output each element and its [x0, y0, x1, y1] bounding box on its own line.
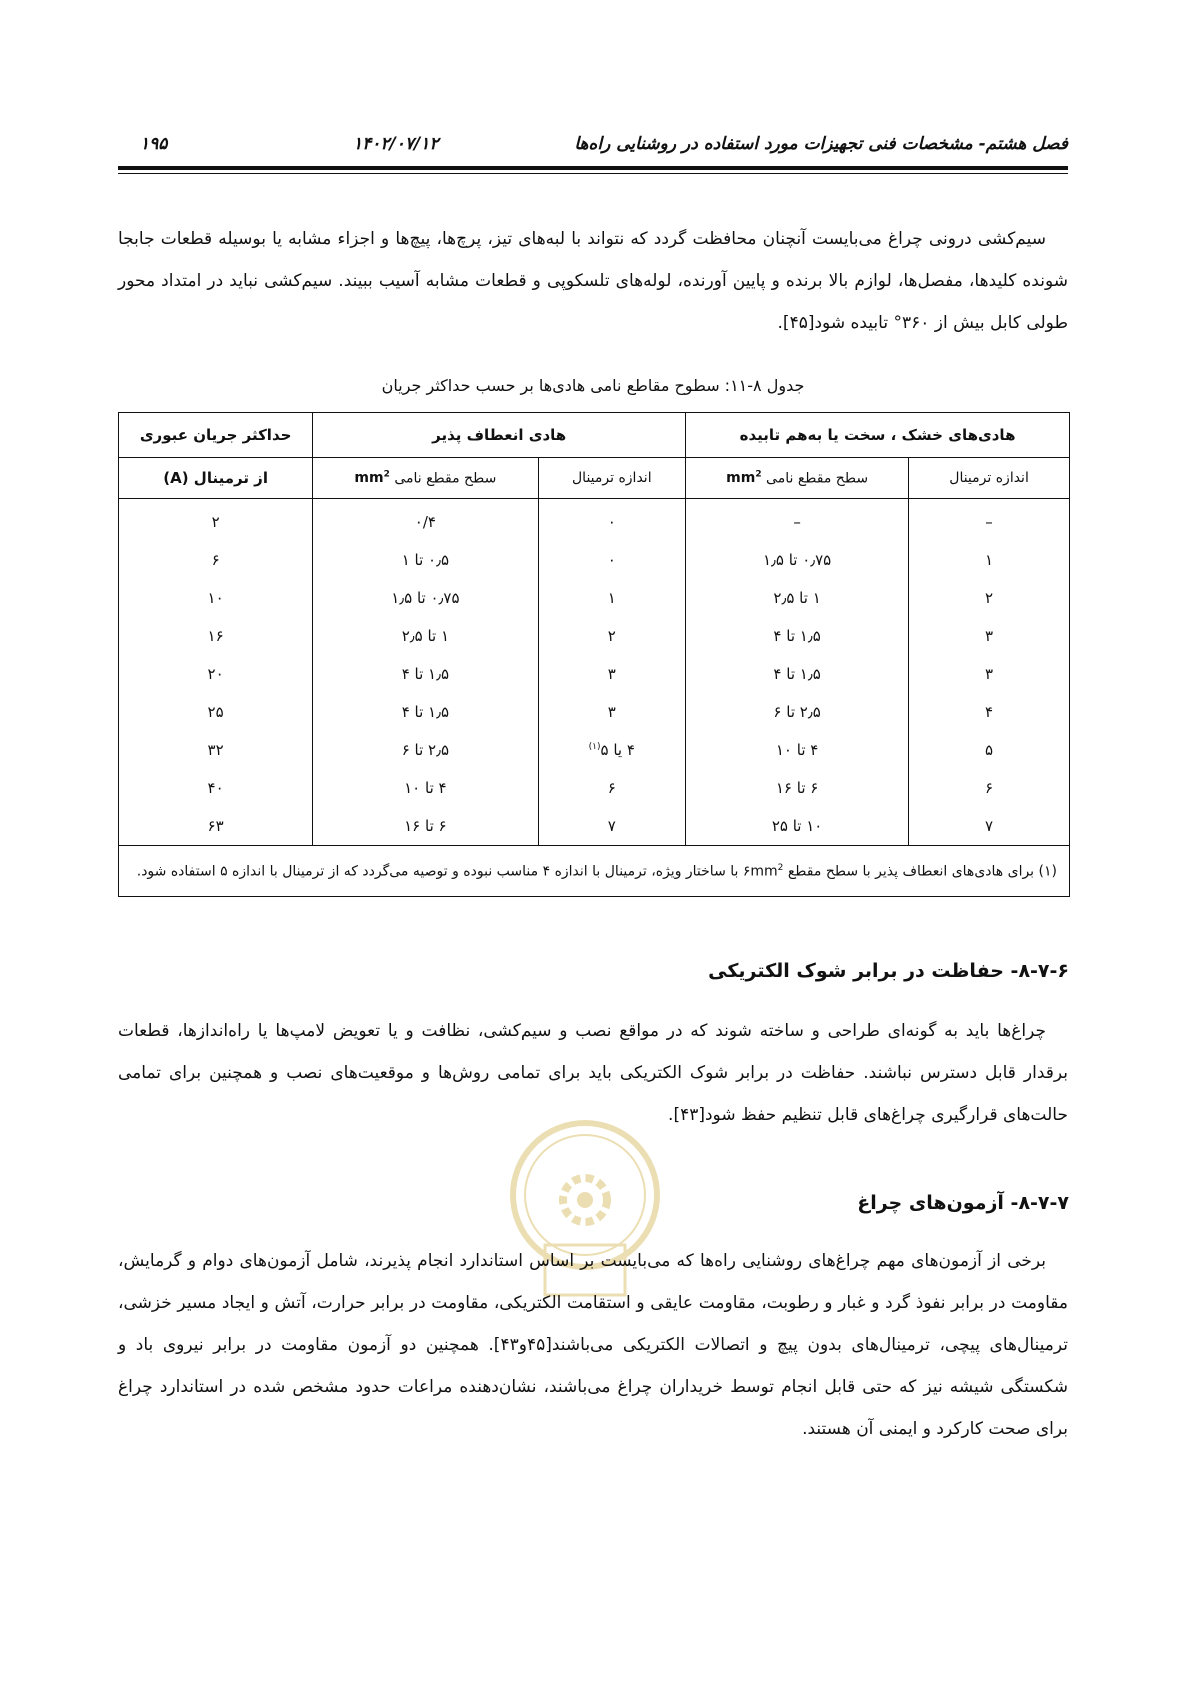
cell-flex-section: ۰/۴ [313, 499, 538, 542]
section-heading-shock-protection: ۸-۷-۶- حفاظت در برابر شوک الکتریکی [708, 960, 1069, 982]
paragraph-lamp-tests [118, 1240, 1068, 1450]
table-row [119, 655, 1070, 693]
table-row [119, 617, 1070, 655]
cell-dry-terminal: ۵ [909, 731, 1070, 769]
paragraph-wiring-text: سیم‌کشی درونی چراغ می‌بایست آنچنان محافظت گردد که نتواند با لبه‌های تیز، پرچ‌ها، پیچ‌ها و اجزاء مشابه یا بوسیله قطعات جابجا شونده کلیدها، مفصل‌ها، لوازم بالا برنده و پایین آورنده، لوله‌های تلسکوپی و قطعات مشابه آسیب ببیند. سیم‌کشی نباید در امتداد محور طولی کابل بیش از ۳۶۰° تابیده شود[۴۵]. [118, 229, 1068, 333]
cell-dry-terminal: ۶ [909, 769, 1070, 807]
cell-dry-terminal: ۳ [909, 617, 1070, 655]
cell-flex-terminal: ۱ [538, 579, 686, 617]
cell-flex-section: ۱٫۵ تا ۴ [313, 655, 538, 693]
cell-flex-section: ۱٫۵ تا ۴ [313, 693, 538, 731]
cell-dry-terminal: ۱ [909, 541, 1070, 579]
header-current-line2: از ترمینال (A) [119, 458, 313, 499]
cell-dry-terminal: ۲ [909, 579, 1070, 617]
subheader-flex-terminal: اندازه ترمینال [538, 458, 686, 499]
paragraph-shock-protection-text: چراغ‌ها باید به گونه‌ای طراحی و ساخته شوند که در مواقع نصب و سیم‌کشی، نظافت و یا تعویض لامپ‌ها یا راه‌اندازها، قطعات برقدار قابل دسترس نباشند. حفاظت در برابر شوک الکتریکی باید برای تمامی روش‌ها و موقعیت‌های نصب و همچنین برای تمامی حالت‌های قرارگیری چراغ‌های قابل تنظیم حفظ شود[۴۳]. [118, 1021, 1068, 1125]
cell-flex-terminal: ۳ [538, 693, 686, 731]
table-row [119, 807, 1070, 846]
cell-current: ۱۶ [119, 617, 313, 655]
cell-current: ۱۰ [119, 579, 313, 617]
subheader-dry-terminal: اندازه ترمینال [909, 458, 1070, 499]
header-rule-thick [118, 166, 1068, 170]
cell-dry-section: ۲٫۵ تا ۶ [686, 693, 909, 731]
table-footnote: (۱) برای هادی‌های انعطاف پذیر با سطح مقطع $۶mm^2$ با ساختار ویژه، ترمینال با اندازه ۴ مناسب نبوده و توصیه می‌گردد که از ترمینال با اندازه ۵ استفاده شود. [119, 846, 1070, 897]
header-rule-thin [118, 173, 1068, 174]
cell-dry-section: ۶ تا ۱۶ [686, 769, 909, 807]
cell-dry-terminal: ۴ [909, 693, 1070, 731]
section-heading-lamp-tests: ۸-۷-۷- آزمون‌های چراغ [857, 1192, 1069, 1214]
header-current-line1: حداکثر جریان عبوری [119, 413, 313, 458]
cell-current: ۴۰ [119, 769, 313, 807]
cell-dry-section: ۱۰ تا ۲۵ [686, 807, 909, 846]
header-group-flex: هادی انعطاف پذیر [313, 413, 686, 458]
table-row [119, 769, 1070, 807]
cell-dry-section: – [686, 499, 909, 542]
cell-current: ۲۰ [119, 655, 313, 693]
cell-dry-terminal: ۳ [909, 655, 1070, 693]
cell-flex-terminal: ۶ [538, 769, 686, 807]
cell-flex-section: ۶ تا ۱۶ [313, 807, 538, 846]
cell-current: ۳۲ [119, 731, 313, 769]
cell-dry-terminal: – [909, 499, 1070, 542]
paragraph-wiring [118, 218, 1068, 344]
page-number: ۱۹۵ [140, 134, 168, 154]
header-group-dry: هادی‌های خشک ، سخت یا به‌هم تابیده [686, 413, 1070, 458]
cell-dry-section: ۴ تا ۱۰ [686, 731, 909, 769]
cell-flex-section: ۴ تا ۱۰ [313, 769, 538, 807]
cell-flex-terminal: ۰ [538, 541, 686, 579]
table-row [119, 499, 1070, 542]
cell-current: ۶ [119, 541, 313, 579]
table-row [119, 579, 1070, 617]
cell-flex-terminal: ۴ یا ۵$^{(۱)}$ [538, 731, 686, 769]
cell-dry-terminal: ۷ [909, 807, 1070, 846]
cell-flex-terminal: ۲ [538, 617, 686, 655]
cell-flex-terminal: ۷ [538, 807, 686, 846]
page-header [118, 128, 1068, 168]
cell-flex-section: ۰٫۵ تا ۱ [313, 541, 538, 579]
cell-flex-terminal: ۳ [538, 655, 686, 693]
chapter-title: فصل هشتم- مشخصات فنی تجهیزات مورد استفاده در روشنایی راه‌ها [574, 134, 1068, 154]
subheader-flex-section: سطح مقطع نامی $mm^2$ [313, 458, 538, 499]
cell-dry-section: ۱٫۵ تا ۴ [686, 617, 909, 655]
cell-dry-section: ۱ تا ۲٫۵ [686, 579, 909, 617]
conductor-table [118, 412, 1070, 897]
table-caption: جدول ۸-۱۱: سطوح مقاطع نامی هادی‌ها بر حسب حداکثر جریان [381, 376, 805, 395]
subheader-dry-section: سطح مقطع نامی $mm^2$ [686, 458, 909, 499]
cell-flex-section: ۲٫۵ تا ۶ [313, 731, 538, 769]
table-row [119, 693, 1070, 731]
header-date: ۱۴۰۲/۰۷/۱۲ [353, 134, 439, 154]
cell-flex-terminal: ۰ [538, 499, 686, 542]
cell-current: ۲ [119, 499, 313, 542]
cell-current: ۶۳ [119, 807, 313, 846]
cell-flex-section: ۰٫۷۵ تا ۱٫۵ [313, 579, 538, 617]
cell-dry-section: ۱٫۵ تا ۴ [686, 655, 909, 693]
table-row [119, 731, 1070, 769]
cell-dry-section: ۰٫۷۵ تا ۱٫۵ [686, 541, 909, 579]
cell-current: ۲۵ [119, 693, 313, 731]
table-row [119, 541, 1070, 579]
paragraph-lamp-tests-text: برخی از آزمون‌های مهم چراغ‌های روشنایی راه‌ها که می‌بایست بر اساس استاندارد انجام پذیرند، شامل آزمون‌های دوام و گرمایش، مقاومت در برابر نفوذ گرد و غبار و رطوبت، مقاومت عایقی و استقامت الکتریکی، مقاومت در برابر حرارت، آتش و ایجاد مسیر خزشی، ترمینال‌های پیچی، ترمینال‌های بدون پیچ و اتصالات الکتریکی می‌باشند[۴۵و۴۳]. همچنین دو آزمون مقاومت در برابر نیروی باد و شکستگی شیشه نیز که حتی قابل انجام توسط خریداران چراغ می‌باشند، نشان‌دهنده مراعات حدود مشخص شده در استاندارد چراغ برای صحت کارکرد و ایمنی آن هستند. [118, 1251, 1068, 1439]
cell-flex-section: ۱ تا ۲٫۵ [313, 617, 538, 655]
